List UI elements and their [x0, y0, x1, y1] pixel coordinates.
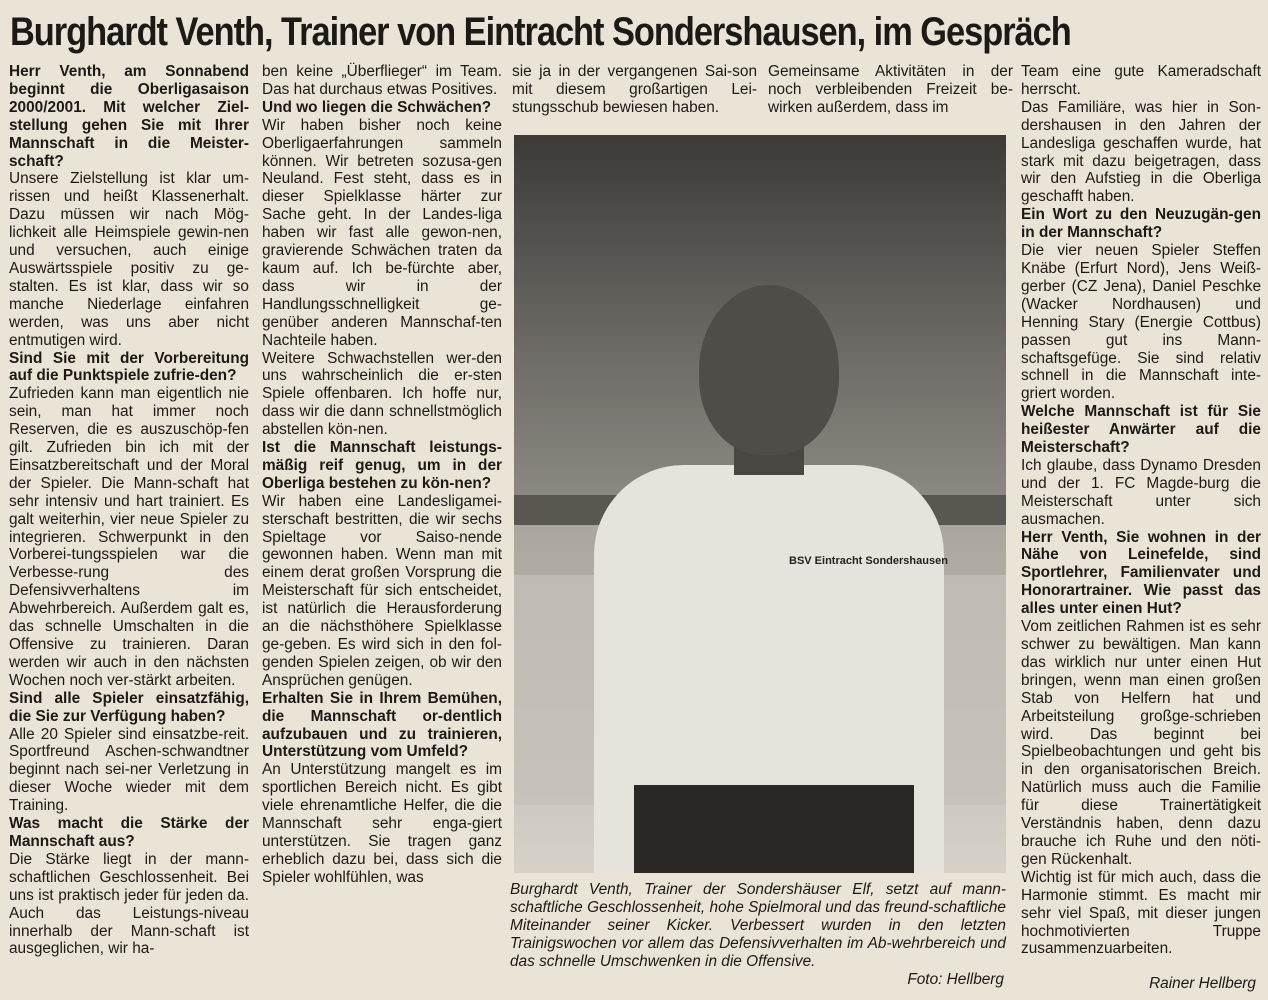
- interview-question: Herr Venth, am Sonnabend beginnt die Oberligasaison 2000/2001. Mit welcher Ziel-stellung gehen Sie mit Ihrer Mannschaft in die Meister-schaft?: [9, 63, 249, 170]
- person-head: [699, 285, 839, 455]
- interview-question: Sind alle Spieler einsatzfähig, die Sie zur Verfügung haben?: [9, 689, 249, 725]
- interview-question: Herr Venth, Sie wohnen in der Nähe von Leinefelde, sind Sportlehrer, Familienvater und Honorartrainer. Wie passt das alles unter einen Hut?: [1021, 528, 1261, 618]
- interview-question: Und wo liegen die Schwächen?: [262, 98, 492, 116]
- photo-credit: Foto: Hellberg: [907, 971, 1004, 988]
- article-column-4-text: Gemeinsame Aktivitäten in der noch verbleibenden Freizeit be-wirken außerdem, dass im: [768, 63, 1013, 116]
- article-column-5: [1021, 63, 1261, 958]
- interview-answer: Vom zeitlichen Rahmen ist es sehr schwer zu bewältigen. Man kann das wirklich nur unter einen Hut bringen, wenn man einen großen Stab von Helfern hat und Arbeitsteilung großge-schrieben wird. Das beginnt bei Spielbeobachtungen und geht bis in den organisatorischen Breich. Natürlich muss auch die Familie für diese Trainertätigkeit Verständnis haben, denn dazu brauche ich Ruhe und den nöti-gen Rückenhalt.: [1021, 618, 1261, 868]
- shirt-logo: BSV Eintracht Sondershausen: [789, 555, 948, 567]
- interview-answer: Die vier neuen Spieler Steffen Knäbe (Erfurt Nord), Jens Weiß-gerber (CZ Jena), Daniel Peschke (Wacker Nordhausen) und Henning Stary (Energie Cottbus) passen gut ins Mann-schaftsgefüge. Sie sind relativ schnell in die Mannschaft inte-griert worden.: [1021, 242, 1261, 403]
- article-column-1: [9, 63, 249, 958]
- trainer-photo: [514, 135, 1006, 873]
- interview-answer: Weitere Schwachstellen wer-den uns wahrscheinlich die er-sten Spiele offenbaren. Ich hoffe nur, dass wir die dann schnellstmöglich abstellen kön-nen.: [262, 349, 502, 439]
- interview-answer: Team eine gute Kameradschaft herrscht.: [1021, 63, 1261, 98]
- photo-caption: Burghardt Venth, Trainer der Sondershäuser Elf, setzt auf mann-schaftliche Geschlossenheit, hohe Spielmoral und das freund-schaftliche Miteinander seiner Kicker. Verbessert wurden in den letzten Trainigswochen vor allem das Defensivverhalten im Ab-wehrbereich und das schnelle Umschwenken in die Offensive.: [510, 881, 1006, 970]
- interview-answer: Zufrieden kann man eigentlich nie sein, man hat immer noch Reserven, die es auszuschöp-fen gilt. Zufrieden bin ich mit der Einsatzbereitschaft und der Moral der Spieler. Die Mann-schaft hat sehr intensiv und hart trainiert. Es galt weiterhin, vier neue Spieler zu integrieren. Schwerpunkt in den Vorberei-tungsspielen war die Verbesse-rung des Defensivverhaltens im Abwehrbereich. Außerdem galt es, das schnelle Umschalten in die Offensive zu trainieren. Daran werden wir auch in den nächsten Wochen noch ver-stärkt arbeiten.: [9, 385, 249, 689]
- headline: Burghardt Venth, Trainer von Eintracht Sondershausen, im Gespräch: [10, 10, 1071, 54]
- interview-answer: Alle 20 Spieler sind einsatzbe-reit. Sportfreund Aschen-schwandtner beginnt nach sei-ner Verletzung in dieser Woche wieder mit dem Training.: [9, 725, 249, 815]
- interview-answer: Das Familiäre, was hier in Son-dershausen in den Jahren der Landesliga geschaffen wurde, hat stark mit dazu beigetragen, dass wir den Aufstieg in die Oberliga geschafft haben.: [1021, 98, 1261, 206]
- interview-answer: Wir haben bisher noch keine Oberligaerfahrungen sammeln können. Wir betreten sozusa-gen Neuland. Fest steht, dass es in dieser Spielklasse härter zur Sache geht. In der Landes-liga haben wir fast alle gewon-nen, gravierende Schwächen traten da kaum auf. Ich be-fürchte aber, dass wir in der Handlungsschnelligkeit ge-genüber anderen Mannschaf-ten Nachteile haben.: [262, 116, 502, 349]
- interview-question: Welche Mannschaft ist für Sie heißester Anwärter auf die Meisterschaft?: [1021, 403, 1261, 457]
- interview-question: Ein Wort zu den Neuzugän-gen in der Mannschaft?: [1021, 206, 1261, 242]
- interview-answer: Die Stärke liegt in der mann-schaftlichen Geschlossenheit. Bei uns ist praktisch jeder für jeden da. Auch das Leistungs-niveau innerhalb der Mann-schaft ist ausgeglichen, wir ha-: [9, 850, 249, 958]
- article-column-3-text: sie ja in der vergangenen Sai-son mit diesem großartigen Lei-stungsschub bewiesen haben.: [512, 63, 757, 116]
- author-byline: Rainer Hellberg: [1149, 975, 1256, 992]
- interview-answer: ben keine „Überflieger“ im Team. Das hat durchaus etwas Positives.: [262, 63, 502, 98]
- interview-answer: Wichtig ist für mich auch, dass die Harmonie stimmt. Es macht mir sehr viel Spaß, mit dieser jungen hochmotivierten Truppe zusammenzuarbeiten.: [1021, 868, 1261, 958]
- interview-question: Was macht die Stärke der Mannschaft aus?: [9, 815, 249, 850]
- interview-answer: An Unterstützung mangelt es im sportlichen Bereich nicht. Es gibt viele ehrenamtliche Helfer, die die Mannschaft sehr enga-giert unterstützen. Sie tragen ganz erheblich dazu bei, dass sich die Spieler wohlfühlen, was: [262, 761, 502, 886]
- person-shorts: [634, 785, 914, 873]
- interview-answer: Unsere Zielstellung ist klar um-rissen und heißt Klassenerhalt. Dazu müssen wir nach Mög-lichkeit alle Heimspiele gewin-nen und versuchen, auch einige Auswärtsspiele positiv zu ge-stalten. Es ist klar, dass wir so manche Niederlage einfahren werden, was uns aber nicht entmutigen wird.: [9, 170, 249, 349]
- interview-answer: Wir haben eine Landesligamei-sterschaft bestritten, die wir sechs Spieltage vor Saiso-nende gewonnen haben. Wenn man mit einem derat großen Vorsprung die Meisterschaft für sich entscheidet, ist natürlich die Herausforderung an die nächsthöhere Spielklasse ge-geben. Es wird sich in den fol-genden Spielen zeigen, ob wir den Ansprüchen genügen.: [262, 492, 502, 689]
- interview-question: Ist die Mannschaft leistungs-mäßig reif genug, um in der Oberliga bestehen zu kön-nen?: [262, 439, 502, 492]
- interview-question: Erhalten Sie in Ihrem Bemühen, die Mannschaft or-dentlich aufzubauen und zu trainieren, Unterstützung vom Umfeld?: [262, 689, 502, 761]
- interview-answer: Ich glaube, dass Dynamo Dresden und der 1. FC Magde-burg die Meisterschaft unter sich ausmachen.: [1021, 456, 1261, 528]
- interview-question: Sind Sie mit der Vorbereitung auf die Punktspiele zufrie-den?: [9, 349, 249, 385]
- article-column-2: [262, 63, 502, 887]
